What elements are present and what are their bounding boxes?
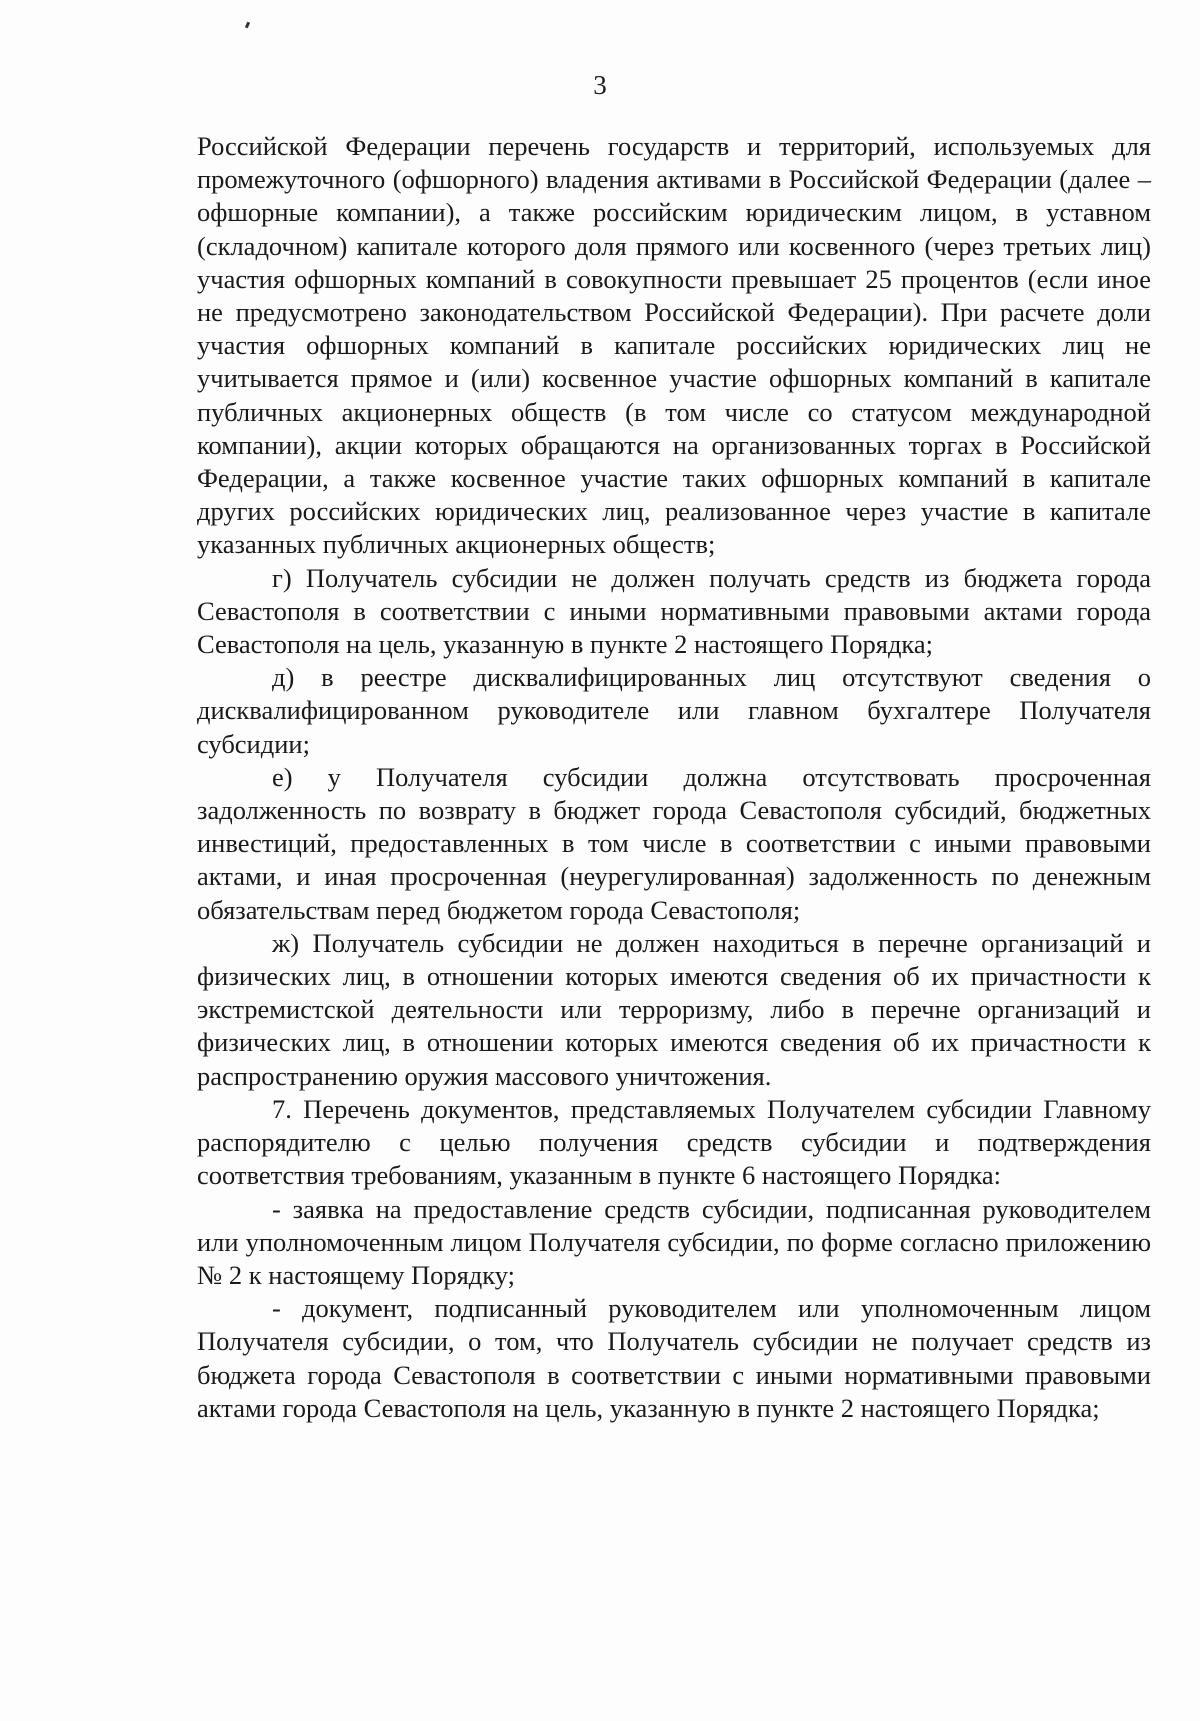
paragraph-bullet-zayavka: - заявка на предоставление средств субсидии, подписанная руководителем или уполномоченным лицом Получателя субсидии, по форме согласно приложению № 2 к настоящему Порядку; (197, 1193, 1151, 1290)
document-body (197, 130, 1151, 1425)
page-number: 3 (593, 70, 607, 100)
scan-artifact-mark (245, 22, 250, 29)
paragraph-item-g: г) Получатель субсидии не должен получать средств из бюджета города Севастополя в соответствии с иными нормативными правовыми актами города Севастополя на цель, указанную в пункте 2 настоящего Порядка; (197, 562, 1151, 660)
paragraph-item-e: е) у Получателя субсидии должна отсутствовать просроченная задолженность по возврату в бюджет города Севастополя субсидий, бюджетных инвестиций, предоставленных в том числе в соответствии с иными правовыми актами, и иная просроченная (неурегулированная) задолженность по денежным обязательствам перед бюджетом города Севастополя; (197, 761, 1151, 925)
paragraph-item-d: д) в реестре дисквалифицированных лиц отсутствуют сведения о дисквалифицированном руководителе или главном бухгалтере Получателя субсидии; (197, 662, 1151, 759)
paragraph-section-7: 7. Перечень документов, представляемых Получателем субсидии Главному распорядителю с целью получения средств субсидии и подтверждения соответствия требованиям, указанным в пункте 6 настоящего Порядка: (197, 1093, 1151, 1191)
paragraph-item-zh: ж) Получатель субсидии не должен находиться в перечне организаций и физических лиц, в отношении которых имеются сведения об их причастности к экстремистской деятельности или терроризму, либо в перечне организаций и физических лиц, в отношении которых имеются сведения об их причастности к распространению оружия массового уничтожения. (197, 927, 1151, 1091)
paragraph-bullet-dokument: - документ, подписанный руководителем или уполномоченным лицом Получателя субсидии, о том, что Получатель субсидии не получает средств из бюджета города Севастополя в соответствии с иными нормативными правовыми актами города Севастополя на цель, указанную в пункте 2 настоящего Порядка; (197, 1293, 1151, 1423)
paragraph-continuation: Российской Федерации перечень государств и территорий, используемых для промежуточного (офшорного) владения активами в Российской Федерации (далее – офшорные компании), а также российским юридическим лицом, в уставном (складочном) капитале которого доля прямого или косвенного (через третьих лиц) участия офшорных компаний в совокупности превышает 25 процентов (если иное не предусмотрено законодательством Российской Федерации). При расчете доли участия офшорных компаний в капитале российских юридических лиц не учитывается прямое и (или) косвенное участие офшорных компаний в капитале публичных акционерных обществ (в том числе со статусом международной компании), акции которых обращаются на организованных торгах в Российской Федерации, а также косвенное участие таких офшорных компаний в капитале других российских юридических лиц, реализованное через участие в капитале указанных публичных акционерных обществ; (197, 131, 1151, 560)
